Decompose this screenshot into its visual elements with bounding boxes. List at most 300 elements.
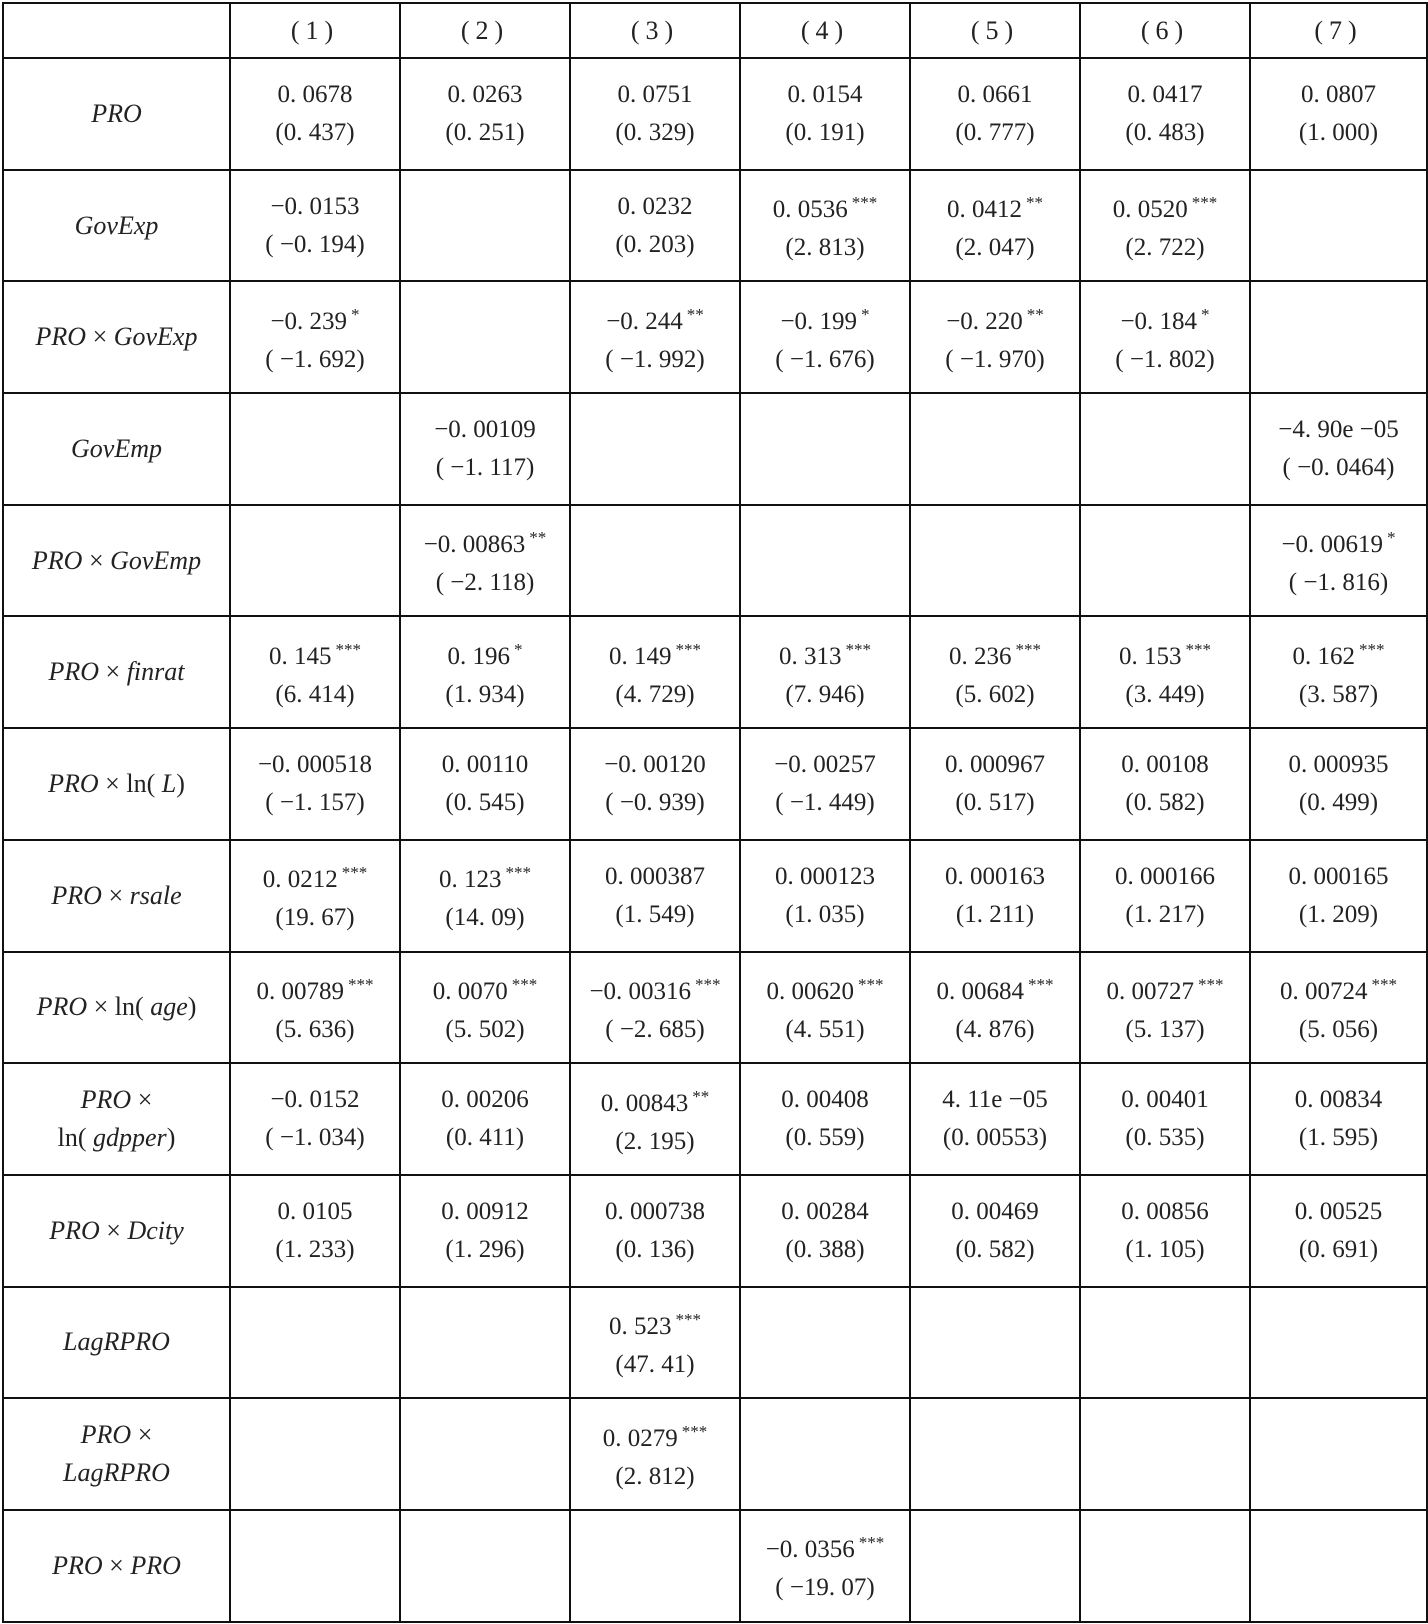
- data-cell: [570, 1287, 740, 1399]
- data-cell: [910, 616, 1080, 728]
- t-statistic: ( −1. 816): [1288, 569, 1389, 597]
- t-statistic: (1. 211): [955, 900, 1035, 928]
- data-cell: [570, 58, 740, 170]
- data-cell: [230, 58, 400, 170]
- data-cell: [230, 170, 400, 282]
- coefficient-value: −0. 00316: [589, 977, 692, 1005]
- data-cell: [1250, 1063, 1427, 1175]
- data-cell: [1080, 170, 1250, 282]
- row-label: PRO × LagRPRO: [3, 1398, 230, 1510]
- t-statistic: (47. 41): [615, 1350, 695, 1378]
- t-statistic: (2. 812): [615, 1462, 695, 1490]
- coefficient-value: 0. 153: [1119, 642, 1182, 670]
- coefficient-value: 0. 0661: [957, 80, 1033, 108]
- coefficient-value: 0. 00912: [441, 1197, 529, 1225]
- row-label: PRO × GovEmp: [3, 505, 230, 617]
- row-label: PRO × GovExp: [3, 281, 230, 393]
- coefficient: [1085, 184, 1245, 229]
- data-cell: [400, 1510, 570, 1622]
- data-cell: [230, 1063, 400, 1175]
- coefficient: [405, 411, 565, 449]
- coefficient: [575, 966, 735, 1011]
- significance-stars: ***: [1359, 639, 1385, 659]
- coefficient-value: −0. 244: [606, 307, 683, 335]
- data-cell: [400, 1287, 570, 1399]
- data-cell: [230, 1398, 400, 1510]
- t-statistic: ( −1. 676): [775, 345, 875, 373]
- coefficient-value: 0. 0412: [947, 196, 1022, 224]
- coefficient: [235, 966, 395, 1011]
- data-cell: [910, 952, 1080, 1064]
- t-statistic: (3. 449): [1125, 680, 1205, 708]
- coefficient: [575, 1078, 735, 1123]
- coefficient: [1255, 1193, 1422, 1231]
- coefficient-value: 0. 0678: [277, 80, 353, 108]
- table-row: [3, 1510, 1427, 1622]
- data-cell: [570, 393, 740, 505]
- coefficient: [235, 188, 395, 226]
- data-cell: [1080, 952, 1250, 1064]
- t-statistic: ( −1. 692): [265, 345, 365, 373]
- coefficient-value: 0. 123: [439, 866, 502, 894]
- coefficient-value: −0. 0356: [765, 1536, 855, 1564]
- coefficient: [745, 631, 905, 676]
- row-label: PRO × ln( gdpper): [3, 1063, 230, 1175]
- data-cell: [740, 1398, 910, 1510]
- coefficient-value: 0. 162: [1292, 642, 1355, 670]
- table-body: [3, 58, 1427, 1622]
- data-cell: [570, 1398, 740, 1510]
- t-statistic: ( −0. 194): [265, 230, 365, 258]
- t-statistic: (0. 136): [615, 1235, 695, 1263]
- data-cell: [1250, 281, 1427, 393]
- data-cell: [740, 840, 910, 952]
- coefficient-value: 0. 000935: [1288, 750, 1389, 778]
- table-row: [3, 1287, 1427, 1399]
- t-statistic: (2. 195): [615, 1127, 695, 1155]
- data-cell: [1080, 505, 1250, 617]
- data-cell: [740, 1175, 910, 1287]
- significance-stars: **: [686, 304, 704, 324]
- data-cell: [1250, 170, 1427, 282]
- coefficient: [1255, 631, 1422, 676]
- coefficient-value: −0. 00257: [774, 750, 876, 778]
- regression-table: [2, 2, 1428, 1623]
- t-statistic: (0. 483): [1125, 118, 1205, 146]
- coefficient: [745, 1524, 905, 1569]
- coefficient-value: 0. 000967: [945, 750, 1045, 778]
- coefficient: [575, 631, 735, 676]
- coefficient-value: −0. 00109: [434, 415, 536, 443]
- t-statistic: (0. 517): [955, 788, 1035, 816]
- column-header: (5): [910, 3, 1080, 58]
- t-statistic: ( −0. 939): [605, 788, 705, 816]
- row-label: LagRPRO: [3, 1287, 230, 1399]
- significance-stars: *: [514, 639, 523, 659]
- data-cell: [740, 1510, 910, 1622]
- coefficient: [915, 966, 1075, 1011]
- table-row: [3, 1398, 1427, 1510]
- data-cell: [910, 393, 1080, 505]
- t-statistic: ( −1. 157): [265, 788, 365, 816]
- table-row: [3, 952, 1427, 1064]
- column-header: (4): [740, 3, 910, 58]
- data-cell: [230, 1175, 400, 1287]
- coefficient-value: −4. 90e −05: [1278, 415, 1399, 443]
- coefficient: [235, 1081, 395, 1119]
- t-statistic: ( −1. 992): [605, 345, 705, 373]
- data-cell: [1250, 1398, 1427, 1510]
- data-cell: [400, 840, 570, 952]
- data-cell: [400, 1398, 570, 1510]
- data-cell: [400, 58, 570, 170]
- coefficient: [405, 519, 565, 564]
- row-label: PRO × ln( L): [3, 728, 230, 840]
- coefficient: [1255, 966, 1422, 1011]
- coefficient: [1085, 746, 1245, 784]
- coefficient-value: 0. 00727: [1106, 977, 1194, 1005]
- row-label: PRO: [3, 58, 230, 170]
- coefficient: [915, 296, 1075, 341]
- data-cell: [570, 952, 740, 1064]
- coefficient-value: 0. 0536: [772, 196, 848, 224]
- data-cell: [570, 1063, 740, 1175]
- column-header: (3): [570, 3, 740, 58]
- significance-stars: ***: [675, 1309, 701, 1329]
- significance-stars: **: [1026, 193, 1043, 213]
- coefficient: [745, 1193, 905, 1231]
- coefficient-value: 0. 523: [609, 1312, 672, 1340]
- data-cell: [570, 616, 740, 728]
- t-statistic: (1. 209): [1298, 900, 1379, 928]
- t-statistic: (1. 233): [275, 1235, 355, 1263]
- data-cell: [1250, 840, 1427, 952]
- data-cell: [910, 1510, 1080, 1622]
- coefficient: [405, 76, 565, 114]
- coefficient-value: 0. 00110: [441, 750, 529, 778]
- data-cell: [1080, 616, 1250, 728]
- coefficient-value: 0. 0417: [1127, 80, 1203, 108]
- coefficient-value: −0. 0153: [270, 192, 360, 220]
- data-cell: [1080, 840, 1250, 952]
- table-row: [3, 505, 1427, 617]
- significance-stars: ***: [1015, 639, 1041, 659]
- t-statistic: (1. 105): [1125, 1235, 1205, 1263]
- table-row: [3, 616, 1427, 728]
- t-statistic: ( −0. 0464): [1282, 453, 1395, 481]
- coefficient-value: 0. 00469: [951, 1197, 1039, 1225]
- t-statistic: (5. 056): [1298, 1015, 1379, 1043]
- data-cell: [230, 1510, 400, 1622]
- coefficient-value: −0. 000518: [257, 750, 373, 778]
- t-statistic: (0. 251): [445, 118, 525, 146]
- data-cell: [400, 393, 570, 505]
- t-statistic: ( −2. 685): [605, 1015, 705, 1043]
- t-statistic: (0. 191): [785, 118, 865, 146]
- coefficient-value: 0. 236: [949, 642, 1012, 670]
- row-label: GovExp: [3, 170, 230, 282]
- data-cell: [740, 1063, 910, 1175]
- significance-stars: ***: [1371, 974, 1397, 994]
- coefficient: [745, 296, 905, 341]
- coefficient-value: −0. 00120: [604, 750, 706, 778]
- coefficient-value: 0. 00525: [1294, 1197, 1383, 1225]
- coefficient: [405, 746, 565, 784]
- t-statistic: (0. 535): [1125, 1124, 1205, 1152]
- data-cell: [1080, 393, 1250, 505]
- t-statistic: (4. 876): [955, 1015, 1035, 1043]
- t-statistic: (0. 411): [445, 1124, 525, 1152]
- t-statistic: (19. 67): [275, 904, 355, 932]
- data-cell: [910, 1063, 1080, 1175]
- significance-stars: ***: [348, 974, 374, 994]
- coefficient-value: −0. 00619: [1281, 531, 1384, 559]
- t-statistic: (0. 437): [275, 118, 355, 146]
- coefficient: [575, 76, 735, 114]
- coefficient: [915, 76, 1075, 114]
- row-label: PRO × Dcity: [3, 1175, 230, 1287]
- coefficient-value: 0. 0263: [447, 80, 523, 108]
- coefficient-value: 0. 00789: [256, 977, 344, 1005]
- t-statistic: (1. 934): [445, 680, 525, 708]
- coefficient-value: 0. 0212: [262, 866, 338, 894]
- significance-stars: ***: [1028, 974, 1054, 994]
- coefficient: [1255, 858, 1422, 896]
- coefficient-value: −0. 199: [780, 307, 858, 335]
- data-cell: [1250, 1175, 1427, 1287]
- coefficient: [575, 296, 735, 341]
- data-cell: [740, 393, 910, 505]
- coefficient-value: 0. 00284: [781, 1197, 869, 1225]
- data-cell: [400, 728, 570, 840]
- coefficient: [405, 1193, 565, 1231]
- data-cell: [740, 170, 910, 282]
- t-statistic: (4. 551): [785, 1015, 865, 1043]
- data-cell: [1250, 1510, 1427, 1622]
- significance-stars: **: [692, 1086, 710, 1106]
- data-cell: [1250, 1287, 1427, 1399]
- data-cell: [1080, 1175, 1250, 1287]
- coefficient-value: −0. 0152: [270, 1086, 360, 1114]
- data-cell: [910, 170, 1080, 282]
- column-header: (6): [1080, 3, 1250, 58]
- coefficient-value: 0. 149: [609, 642, 672, 670]
- data-cell: [570, 728, 740, 840]
- coefficient-value: 0. 0279: [602, 1424, 678, 1452]
- t-statistic: (1. 595): [1298, 1124, 1379, 1152]
- data-cell: [570, 1175, 740, 1287]
- table-row: [3, 281, 1427, 393]
- coefficient-value: 0. 00620: [766, 977, 854, 1005]
- coefficient-value: 0. 0807: [1301, 80, 1376, 108]
- data-cell: [910, 58, 1080, 170]
- significance-stars: ***: [511, 974, 538, 994]
- data-cell: [230, 952, 400, 1064]
- data-cell: [910, 505, 1080, 617]
- data-cell: [1080, 1510, 1250, 1622]
- data-cell: [230, 281, 400, 393]
- data-cell: [1250, 616, 1427, 728]
- coefficient-value: 0. 00834: [1294, 1086, 1383, 1114]
- coefficient: [235, 76, 395, 114]
- significance-stars: ***: [681, 1421, 708, 1441]
- data-cell: [230, 505, 400, 617]
- row-label: GovEmp: [3, 393, 230, 505]
- row-label: PRO × PRO: [3, 1510, 230, 1622]
- data-cell: [740, 616, 910, 728]
- coefficient: [1255, 746, 1422, 784]
- coefficient-value: 0. 000166: [1115, 862, 1215, 890]
- coefficient: [405, 854, 565, 899]
- t-statistic: ( −1. 117): [435, 453, 535, 481]
- coefficient: [1255, 76, 1422, 114]
- t-statistic: ( −1. 802): [1115, 345, 1215, 373]
- coefficient-value: 0. 0751: [617, 80, 693, 108]
- t-statistic: (1. 549): [615, 900, 695, 928]
- data-cell: [400, 505, 570, 617]
- t-statistic: (1. 035): [785, 900, 865, 928]
- data-cell: [1250, 58, 1427, 170]
- data-cell: [570, 1510, 740, 1622]
- header-corner-cell: [3, 3, 230, 58]
- significance-stars: *: [351, 304, 360, 324]
- coefficient-value: 0. 0154: [787, 80, 863, 108]
- significance-stars: ***: [858, 1533, 885, 1553]
- t-statistic: (5. 636): [275, 1015, 355, 1043]
- coefficient-value: 0. 00206: [441, 1086, 529, 1114]
- t-statistic: (6. 414): [275, 680, 355, 708]
- data-cell: [1080, 1063, 1250, 1175]
- significance-stars: ***: [858, 974, 884, 994]
- coefficient-value: 0. 00724: [1280, 977, 1368, 1005]
- t-statistic: (0. 582): [955, 1235, 1035, 1263]
- t-statistic: (14. 09): [445, 904, 525, 932]
- data-cell: [230, 728, 400, 840]
- data-cell: [910, 281, 1080, 393]
- coefficient: [1085, 76, 1245, 114]
- coefficient-value: 0. 000163: [945, 862, 1045, 890]
- t-statistic: (5. 137): [1125, 1015, 1205, 1043]
- t-statistic: (0. 388): [785, 1235, 865, 1263]
- coefficient: [405, 966, 565, 1011]
- coefficient-value: 0. 000387: [605, 862, 705, 890]
- data-cell: [910, 1175, 1080, 1287]
- significance-stars: ***: [505, 863, 531, 883]
- data-cell: [400, 281, 570, 393]
- coefficient-value: 0. 0070: [432, 977, 508, 1005]
- data-cell: [740, 505, 910, 617]
- coefficient: [1085, 858, 1245, 896]
- coefficient: [745, 184, 905, 229]
- coefficient: [745, 76, 905, 114]
- significance-stars: *: [1387, 528, 1396, 548]
- significance-stars: ***: [675, 639, 701, 659]
- significance-stars: *: [861, 304, 870, 324]
- data-cell: [230, 840, 400, 952]
- t-statistic: (5. 502): [445, 1015, 525, 1043]
- coefficient: [575, 1413, 735, 1458]
- data-cell: [910, 840, 1080, 952]
- table-row: [3, 1175, 1427, 1287]
- t-statistic: (1. 296): [445, 1235, 525, 1263]
- t-statistic: (4. 729): [615, 680, 695, 708]
- coefficient: [575, 746, 735, 784]
- table-row: [3, 58, 1427, 170]
- t-statistic: (2. 047): [955, 234, 1035, 262]
- t-statistic: (0. 559): [785, 1124, 865, 1152]
- significance-stars: ***: [695, 974, 721, 994]
- coefficient: [235, 631, 395, 676]
- data-cell: [1080, 58, 1250, 170]
- data-cell: [230, 1287, 400, 1399]
- t-statistic: (7. 946): [785, 680, 865, 708]
- row-label: PRO × finrat: [3, 616, 230, 728]
- coefficient-value: 0. 0105: [277, 1197, 353, 1225]
- t-statistic: ( −1. 970): [945, 345, 1045, 373]
- coefficient-value: 0. 0520: [1112, 196, 1188, 224]
- t-statistic: ( −2. 118): [435, 569, 535, 597]
- coefficient: [915, 1193, 1075, 1231]
- coefficient-value: −0. 184: [1120, 307, 1198, 335]
- coefficient: [745, 746, 905, 784]
- coefficient: [575, 1193, 735, 1231]
- coefficient: [1085, 1081, 1245, 1119]
- t-statistic: (1. 000): [1298, 118, 1379, 146]
- t-statistic: (0. 499): [1298, 788, 1379, 816]
- coefficient: [575, 1301, 735, 1346]
- t-statistic: ( −1. 034): [265, 1124, 365, 1152]
- table-row: [3, 170, 1427, 282]
- data-cell: [1080, 281, 1250, 393]
- coefficient: [405, 1081, 565, 1119]
- t-statistic: (5. 602): [955, 680, 1035, 708]
- data-cell: [740, 58, 910, 170]
- coefficient-value: 0. 000738: [605, 1197, 705, 1225]
- coefficient: [1085, 1193, 1245, 1231]
- significance-stars: *: [1201, 304, 1210, 324]
- data-cell: [400, 170, 570, 282]
- coefficient: [915, 858, 1075, 896]
- coefficient: [235, 854, 395, 899]
- coefficient: [1085, 296, 1245, 341]
- coefficient: [235, 746, 395, 784]
- significance-stars: **: [1026, 304, 1044, 324]
- data-cell: [400, 1175, 570, 1287]
- coefficient: [575, 858, 735, 896]
- column-header: (2): [400, 3, 570, 58]
- coefficient-value: 0. 313: [779, 642, 842, 670]
- coefficient-value: −0. 220: [946, 307, 1023, 335]
- t-statistic: (0. 691): [1298, 1235, 1379, 1263]
- data-cell: [910, 728, 1080, 840]
- coefficient: [1085, 631, 1245, 676]
- coefficient-value: 0. 000165: [1288, 862, 1389, 890]
- coefficient-value: 0. 00684: [936, 977, 1024, 1005]
- significance-stars: ***: [845, 639, 871, 659]
- data-cell: [570, 281, 740, 393]
- row-label: PRO × ln( age): [3, 952, 230, 1064]
- table-row: [3, 1063, 1427, 1175]
- data-cell: [1080, 1398, 1250, 1510]
- header-row: [3, 3, 1427, 58]
- t-statistic: (2. 813): [785, 234, 865, 262]
- coefficient-value: 0. 00401: [1121, 1086, 1209, 1114]
- significance-stars: **: [529, 528, 547, 548]
- table-row: [3, 393, 1427, 505]
- data-cell: [570, 840, 740, 952]
- coefficient: [1255, 411, 1422, 449]
- data-cell: [570, 170, 740, 282]
